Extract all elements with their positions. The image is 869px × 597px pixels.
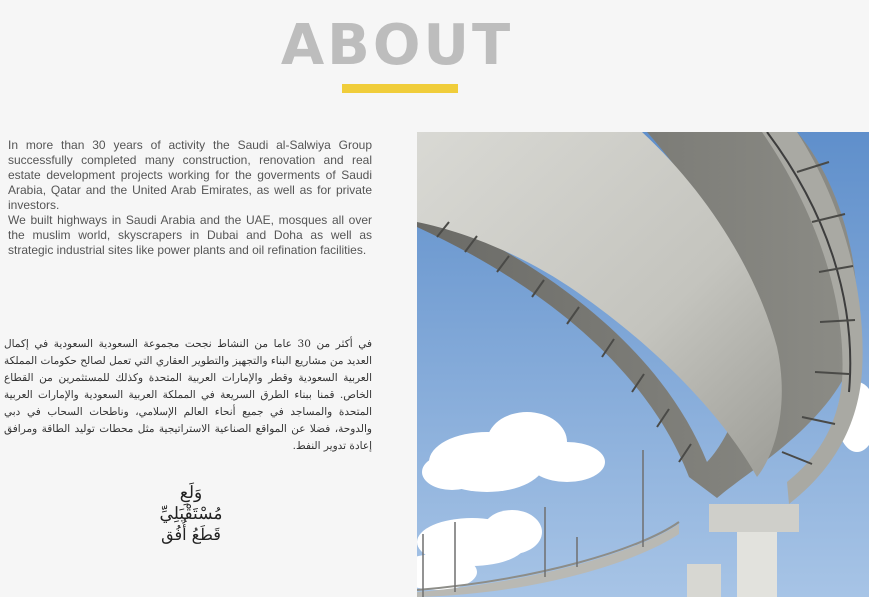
- english-description: [8, 138, 372, 258]
- calligraphy-logo: [154, 478, 228, 546]
- highway-overpass-photo: [417, 132, 869, 597]
- english-paragraph-2: We built highways in Saudi Arabia and the UAE, mosques all over the muslim world, skyscrapers in Dubai and Doha as well as strategic industrial sites like power plants and oil refination facilities.: [8, 213, 372, 257]
- title-underline: [342, 84, 458, 93]
- pillar-right: [737, 527, 777, 597]
- page-title: ABOUT: [280, 13, 514, 78]
- arabic-description: في أكثر من 30 عاما من النشاط نجحت مجموعة السعودية السعودية في إكمال العديد من مشاريع البناء والتجهيز والتطوير العقاري التي تعمل لصالح حكومات المملكة العربية السعودية وقطر والإمارات العربية المتحدة وكذلك للمستثمرين من القطاع الخاص. قمنا ببناء الطرق السريعة في المملكة العربية السعودية والإمارات العربية المتحدة والمساجد في جميع أنحاء العالم الإسلامي، وناطحات السحاب في دبي والدوحة، فضلا عن المواقع الصناعية الاستراتيجية مثل محطات توليد الطاقة ومرافق إعادة تدوير النفط.: [4, 338, 373, 452]
- pillar-left: [687, 564, 721, 597]
- calligraphy-line-2: مُسْتَقْبَلِيِّ: [159, 504, 223, 524]
- calligraphy-line-3: قَطَعُ أُفُق: [161, 525, 221, 544]
- bridge-illustration: [417, 132, 869, 597]
- english-paragraph-1: In more than 30 years of activity the Saudi al-Salwiya Group successfully completed many construction, renovation and real estate development projects working for the goverments of Saudi Arabia, Qatar and the United Arab Emirates, as well as for private investors.: [8, 138, 372, 212]
- calligraphy-line-1: وَلَعِ: [179, 483, 203, 503]
